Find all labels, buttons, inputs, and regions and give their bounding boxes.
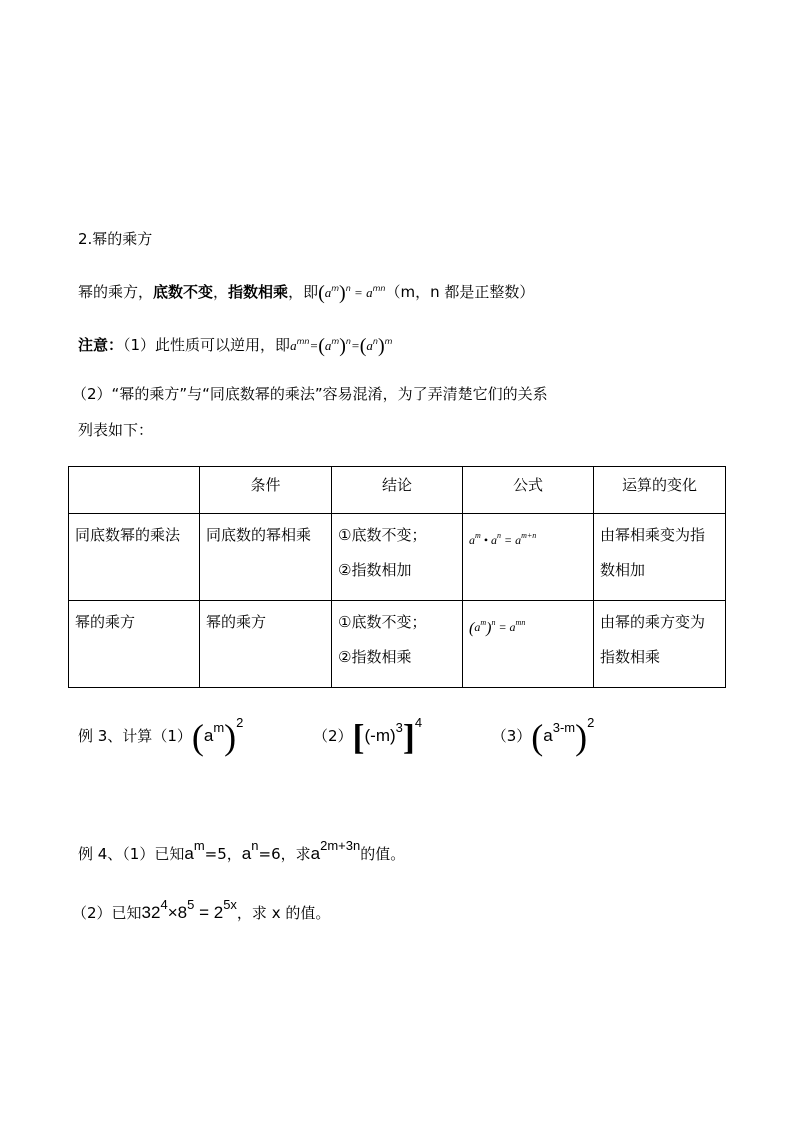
table-cell-formula: $(a^m)^n = a^{mn}$	[463, 601, 594, 688]
example4-expr: a	[310, 844, 321, 863]
example3-part3-label: （3）	[491, 727, 532, 745]
example3-part1-label: （1）	[152, 727, 192, 745]
table-row	[69, 601, 726, 688]
note-text: （1）此性质可以逆用，即	[123, 336, 291, 354]
example4-q2-term: 2	[213, 903, 224, 922]
para2-line1: （2）“幂的乘方”与“同底数幂的乘法”容易混淆，为了弄清楚它们的关系	[72, 385, 548, 403]
example4-exp: 2m+3n	[320, 838, 361, 853]
note-line	[78, 332, 392, 356]
rule-mid: ，即	[288, 283, 319, 301]
table-header-cell: 结论	[332, 467, 463, 514]
example4-value: =5，	[204, 845, 242, 863]
rule-bold-base-unchanged: 底数不变	[153, 283, 214, 301]
table-cell-name: 幂的乘方	[69, 601, 200, 688]
example4-exp: n	[251, 838, 259, 853]
example4-q2-tail: ，求 x 的值。	[236, 904, 331, 922]
example3-label: 例 3、计算	[78, 727, 153, 745]
table-cell-conclusion: ①底数不变； ②指数相乘	[332, 601, 463, 688]
table-cell-name: 同底数幂的乘法	[69, 514, 200, 601]
example4-q2-eq: =	[194, 903, 214, 922]
example4-expr: a	[184, 844, 194, 863]
table-row	[69, 514, 726, 601]
example3-line	[78, 713, 595, 757]
rule-formula: $(a^m)^n = a^{mn}$	[318, 282, 386, 304]
rule-lead: 幂的乘方，	[78, 283, 154, 301]
example3-part3-expr: (a3-m)2	[531, 715, 595, 757]
table-cell-condition: 幂的乘方	[200, 601, 332, 688]
example3-part2-label: （2）	[312, 727, 353, 745]
rule-sep: ，	[213, 283, 229, 301]
example4-tail: 的值。	[360, 845, 406, 863]
rule-tail: （m，n 都是正整数）	[385, 283, 535, 301]
example4-label: 例 4、（1）已知	[78, 845, 185, 863]
example4-q2-lead: （2）已知	[72, 904, 142, 922]
table-header-cell: 公式	[463, 467, 594, 514]
example4-exp: m	[193, 838, 205, 853]
example4-q2-term: 32	[141, 903, 161, 922]
example4-q2-exp: 5	[187, 897, 195, 912]
example4-line1	[78, 836, 405, 864]
example4-line2	[72, 895, 330, 923]
table-cell-change: 由幂相乘变为指数相加	[594, 514, 726, 601]
example4-expr: a	[241, 844, 252, 863]
section-title: 2.幂的乘方	[78, 230, 153, 248]
table-cell-condition: 同底数的幂相乘	[200, 514, 332, 601]
power-rule-statement	[78, 279, 534, 303]
para2-line2: 列表如下：	[78, 421, 154, 439]
table-header-cell: 条件	[200, 467, 332, 514]
rule-bold-exponents-multiply: 指数相乘	[228, 283, 289, 301]
note-formula: $a^{mn}=(a^m)^n=(a^n)^m$	[290, 335, 393, 357]
example3-part1-expr: (am)2	[191, 715, 244, 757]
table-header-cell	[69, 467, 200, 514]
example4-q2-term: 8	[177, 903, 188, 922]
example4-q2-times: ×	[167, 903, 178, 922]
example4-q2-exp: 5x	[223, 897, 237, 912]
table-cell-formula: $a^m$ • $a^n = a^{m+n}$	[463, 514, 594, 601]
example4-q2-exp: 4	[160, 897, 168, 912]
table-header-row	[69, 467, 726, 514]
comparison-table	[68, 466, 726, 688]
table-header-cell: 运算的变化	[594, 467, 726, 514]
example3-part2-expr: [(-m)3]4	[352, 715, 423, 757]
note-label: 注意：	[78, 336, 124, 354]
table-cell-change: 由幂的乘方变为指数相乘	[594, 601, 726, 688]
example4-value: =6，求	[258, 845, 311, 863]
table-cell-conclusion: ①底数不变； ②指数相加	[332, 514, 463, 601]
